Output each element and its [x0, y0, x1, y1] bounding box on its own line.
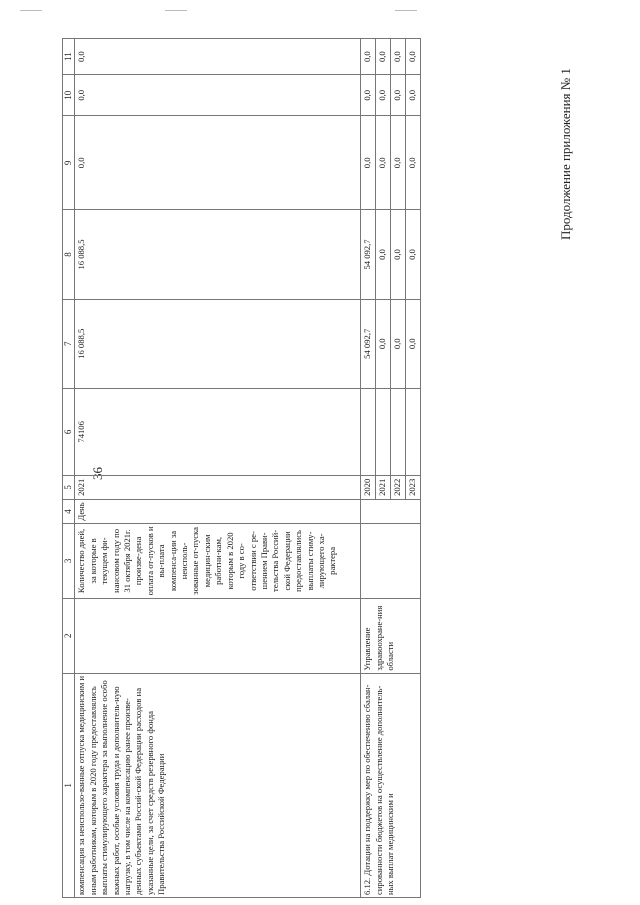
table-row: [75, 39, 361, 898]
column-header-8: 8: [63, 210, 75, 299]
scan-mark: [20, 10, 42, 11]
column-header-5: 5: [63, 475, 75, 499]
row2-executor: Управление здравоохране-ния области: [361, 598, 421, 673]
row1-other: 0,0: [75, 39, 361, 75]
row1-regional: 0,0: [75, 116, 361, 210]
row2-year: 2020: [361, 475, 376, 499]
column-header-6: 6: [63, 388, 75, 475]
row1-local: 0,0: [75, 75, 361, 116]
row2-other: 0,0: [376, 39, 391, 75]
row1-total: 16 088,5: [75, 299, 361, 388]
column-header-4: 4: [63, 499, 75, 523]
row2-year: 2023: [406, 475, 421, 499]
row2-federal: 0,0: [391, 210, 406, 299]
row2-other: 0,0: [391, 39, 406, 75]
scan-mark: [395, 10, 417, 11]
data-table: [62, 38, 421, 898]
row2-indicator-value: [361, 388, 376, 475]
column-header-10: 10: [63, 75, 75, 116]
row1-year: 2021: [75, 475, 361, 499]
row2-total: 0,0: [406, 299, 421, 388]
row2-regional: 0,0: [406, 116, 421, 210]
row1-unit: День: [75, 499, 361, 523]
row1-measure-description: компенсация за неиспользо-ванные отпуска медицинским и иным работникам, которым в 2020 году предоставлялись выплаты стимулирующего характера за выполнение особо важных работ, особые условия труда и дополнитель-ную нагрузку, в том числе на компенсацию ранее произве-денных субъектами Россий-ской Федерации расходов на указанные цели, за счет средств резервного фонда Правительства Российской Федерации: [75, 673, 361, 897]
row2-total: 54 092,7: [361, 299, 376, 388]
row1-indicator-value: 74106: [75, 388, 361, 475]
row1-federal: 16 088,5: [75, 210, 361, 299]
row2-regional: 0,0: [376, 116, 391, 210]
row2-local: 0,0: [361, 75, 376, 116]
row2-federal: 0,0: [376, 210, 391, 299]
row2-federal: 0,0: [406, 210, 421, 299]
appendix-label: Продолжение приложения № 1: [558, 68, 573, 240]
row2-indicator-value: [391, 388, 406, 475]
column-header-2: 2: [63, 598, 75, 673]
row2-indicator-value: [406, 388, 421, 475]
row2-measure-description: 6.12. Дотации на поддержку мер по обеспечению сбалан-сированности бюджетов на осуществление дополнитель-ных выплат медицинским и: [361, 673, 421, 897]
row1-indicator: Количество дней, за которые в текущем фи-нансовом году по 31 октября 2021г. произве-дена оплата от-пусков и вы-плата компенса-ции за неисполь-зованные от-пуска медицин-ским работни-кам, которым в 2020 году в со-ответствии с ре-шением Прави-тельства Россий-ской Федерации предоставлялись выплаты стиму-лирующего ха-рактера: [75, 524, 361, 599]
column-header-7: 7: [63, 299, 75, 388]
row2-regional: 0,0: [391, 116, 406, 210]
column-header-11: 11: [63, 39, 75, 75]
row2-total: 0,0: [391, 299, 406, 388]
row2-other: 0,0: [361, 39, 376, 75]
column-header-3: 3: [63, 524, 75, 599]
row2-other: 0,0: [406, 39, 421, 75]
row2-local: 0,0: [406, 75, 421, 116]
row2-unit: [361, 499, 421, 523]
scan-mark: [165, 10, 187, 11]
row2-local: 0,0: [391, 75, 406, 116]
rotated-table-wrapper: [62, 38, 439, 898]
row2-indicator: [361, 524, 421, 599]
row1-executor: [75, 598, 361, 673]
row2-indicator-value: [376, 388, 391, 475]
row2-year: 2022: [391, 475, 406, 499]
row2-total: 0,0: [376, 299, 391, 388]
row2-federal: 54 092,7: [361, 210, 376, 299]
row2-regional: 0,0: [361, 116, 376, 210]
column-header-9: 9: [63, 116, 75, 210]
header-row: [63, 39, 75, 898]
row2-year: 2021: [376, 475, 391, 499]
column-header-1: 1: [63, 673, 75, 897]
page-number: 36: [90, 467, 105, 480]
row2-local: 0,0: [376, 75, 391, 116]
table-row: [361, 39, 376, 898]
